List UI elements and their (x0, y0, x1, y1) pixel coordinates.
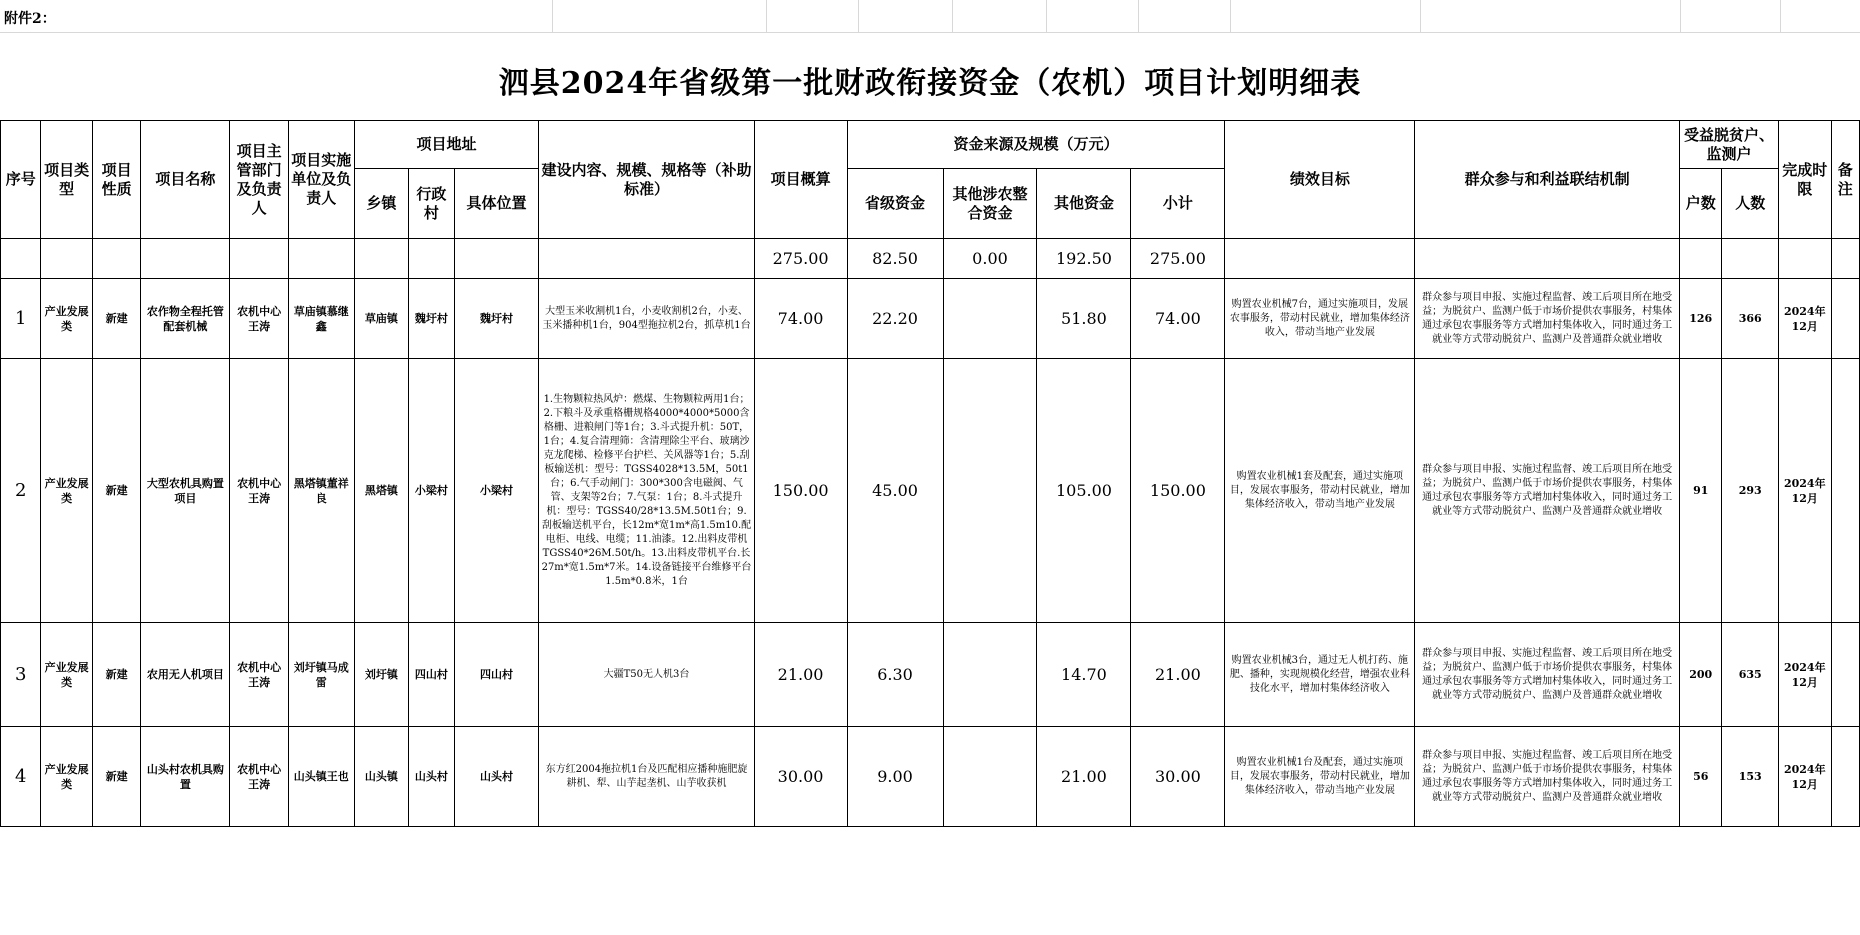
cell-subtotal: 21.00 (1131, 623, 1225, 727)
cell-impl: 山头镇王也 (288, 727, 354, 827)
cell-dept: 农机中心王涛 (230, 279, 289, 359)
cell-content: 大疆T50无人机3台 (539, 623, 754, 727)
cell-type: 产业发展类 (41, 727, 93, 827)
cell-remark (1831, 727, 1859, 827)
header-households: 户数 (1680, 169, 1722, 239)
cell-nature: 新建 (92, 359, 140, 623)
attachment-label: 附件2： (4, 11, 56, 27)
cell-town: 草庙镇 (354, 279, 409, 359)
header-persons: 人数 (1722, 169, 1779, 239)
grid-line (1230, 0, 1231, 32)
table-row (1, 279, 1860, 359)
grid-line (1780, 0, 1781, 32)
cell-goal: 购置农业机械7台，通过实施项目，发展农事服务，带动村民就业，增加集体经济收入，带动当地产业发展 (1225, 279, 1415, 359)
cell-provincial: 22.20 (847, 279, 943, 359)
cell-dept: 农机中心王涛 (230, 623, 289, 727)
cell-remark (1831, 359, 1859, 623)
header-subtotal: 小计 (1131, 169, 1225, 239)
cell-remark (1831, 623, 1859, 727)
cell-village: 小梁村 (409, 359, 454, 623)
cell-impl: 黑塔镇董祥良 (288, 359, 354, 623)
cell-other-agri (943, 359, 1037, 623)
header-mechanism: 群众参与和利益联结机制 (1415, 121, 1680, 239)
grid-line (0, 32, 1860, 33)
cell-mechanism: 群众参与项目申报、实施过程监督、竣工后项目所在地受益；为脱贫户、监测户低于市场价提供农事服务，村集体通过承包农事服务等方式增加村集体收入，同时通过务工就业等方式带动脱贫户、监测户及普通群众就业增收 (1415, 359, 1680, 623)
cell-provincial: 9.00 (847, 727, 943, 827)
cell-nature: 新建 (92, 727, 140, 827)
cell-seq: 4 (1, 727, 41, 827)
cell-other-agri (943, 623, 1037, 727)
cell-mechanism: 群众参与项目申报、实施过程监督、竣工后项目所在地受益；为脱贫户、监测户低于市场价提供农事服务，村集体通过承包农事服务等方式增加村集体收入，同时通过务工就业等方式带动脱贫户、监测户及普通群众就业增收 (1415, 623, 1680, 727)
page-title: 泗县2024年省级第一批财政衔接资金（农机）项目计划明细表 (498, 66, 1362, 101)
total-budget: 275.00 (754, 239, 847, 279)
cell-name: 农作物全程托管配套机械 (141, 279, 230, 359)
cell-town: 黑塔镇 (354, 359, 409, 623)
cell-seq: 2 (1, 359, 41, 623)
cell-persons: 635 (1722, 623, 1779, 727)
header-nature: 项目性质 (92, 121, 140, 239)
cell-town: 山头镇 (354, 727, 409, 827)
cell-name: 农用无人机项目 (141, 623, 230, 727)
cell-dept: 农机中心王涛 (230, 359, 289, 623)
total-other-agri: 0.00 (943, 239, 1037, 279)
cell-goal: 购置农业机械1套及配套，通过实施项目，发展农事服务，带动村民就业，增加集体经济收入，带动当地产业发展 (1225, 359, 1415, 623)
table-row (1, 727, 1860, 827)
cell-type: 产业发展类 (41, 359, 93, 623)
project-table (0, 120, 1860, 827)
cell-households: 56 (1680, 727, 1722, 827)
header-beneficiary: 受益脱贫户、监测户 (1680, 121, 1779, 169)
cell-nature: 新建 (92, 623, 140, 727)
total-provincial: 82.50 (847, 239, 943, 279)
cell-location: 魏圩村 (454, 279, 539, 359)
cell-name: 大型农机具购置项目 (141, 359, 230, 623)
cell-town: 刘圩镇 (354, 623, 409, 727)
grid-line (1420, 0, 1421, 32)
cell-type: 产业发展类 (41, 279, 93, 359)
total-subtotal: 275.00 (1131, 239, 1225, 279)
header-town: 乡镇 (354, 169, 409, 239)
cell-subtotal: 74.00 (1131, 279, 1225, 359)
grid-line (552, 0, 553, 32)
cell-mechanism: 群众参与项目申报、实施过程监督、竣工后项目所在地受益；为脱贫户、监测户低于市场价提供农事服务，村集体通过承包农事服务等方式增加村集体收入，同时通过务工就业等方式带动脱贫户、监测户及普通群众就业增收 (1415, 727, 1680, 827)
cell-content: 东方红2004拖拉机1台及匹配相应播种施肥旋耕机、犁、山芋起垄机、山芋收获机 (539, 727, 754, 827)
totals-row (1, 239, 1860, 279)
cell-other-agri (943, 279, 1037, 359)
cell-budget: 74.00 (754, 279, 847, 359)
header-name: 项目名称 (141, 121, 230, 239)
header-deadline: 完成时限 (1779, 121, 1832, 239)
cell-impl: 刘圩镇马成雷 (288, 623, 354, 727)
cell-type: 产业发展类 (41, 623, 93, 727)
header-goal: 绩效目标 (1225, 121, 1415, 239)
cell-location: 山头村 (454, 727, 539, 827)
cell-households: 200 (1680, 623, 1722, 727)
cell-other: 105.00 (1037, 359, 1131, 623)
total-other: 192.50 (1037, 239, 1131, 279)
header-village: 行政村 (409, 169, 454, 239)
header-seq: 序号 (1, 121, 41, 239)
table-row (1, 359, 1860, 623)
grid-line (1046, 0, 1047, 32)
cell-content: 1.生物颗粒热风炉：燃煤、生物颗粒两用1台；2.下粮斗及承重格栅规格4000*4000*5000含格栅、进粮闸门等1台；3.斗式提升机：50T，1台；4.复合清理筛：含清理除尘平台、玻璃沙克龙爬梯、检修平台护栏、关风器等1台；5.刮板输送机：型号：TGSS4028*13.5M，50t1台；6.气手动闸门：300*300含电磁阀、气管、支架等2台；7.气泵：1台；8.斗式提升机：型号：TGSS40/28*13.5M.50t1台；9.刮板输送机平台，长12m*宽1m*高1.5m10.配电柜、电线、电缆；11.油漆。12.出料皮带机TGSS40*26M.50t/h。13.出料皮带机平台.长27m*宽1.5m*7米。14.设备链接平台维修平台1.5m*0.8米，1台 (539, 359, 754, 623)
cell-seq: 1 (1, 279, 41, 359)
grid-line (1680, 0, 1681, 32)
cell-goal: 购置农业机械3台，通过无人机打药、施肥、播种，实现规模化经营，增强农业科技化水平，增加村集体经济收入 (1225, 623, 1415, 727)
cell-other: 14.70 (1037, 623, 1131, 727)
cell-subtotal: 150.00 (1131, 359, 1225, 623)
cell-goal: 购置农业机械1台及配套，通过实施项目，发展农事服务，带动村民就业，增加集体经济收入，带动当地产业发展 (1225, 727, 1415, 827)
cell-other: 51.80 (1037, 279, 1131, 359)
cell-persons: 153 (1722, 727, 1779, 827)
cell-provincial: 6.30 (847, 623, 943, 727)
cell-budget: 30.00 (754, 727, 847, 827)
header-other: 其他资金 (1037, 169, 1131, 239)
grid-line (766, 0, 767, 32)
cell-deadline: 2024年12月 (1779, 279, 1832, 359)
cell-budget: 21.00 (754, 623, 847, 727)
cell-village: 山头村 (409, 727, 454, 827)
header-address: 项目地址 (354, 121, 539, 169)
cell-impl: 草庙镇慕继鑫 (288, 279, 354, 359)
cell-village: 魏圩村 (409, 279, 454, 359)
cell-households: 91 (1680, 359, 1722, 623)
header-budget: 项目概算 (754, 121, 847, 239)
header-location: 具体位置 (454, 169, 539, 239)
cell-village: 四山村 (409, 623, 454, 727)
header-type: 项目类型 (41, 121, 93, 239)
cell-subtotal: 30.00 (1131, 727, 1225, 827)
cell-deadline: 2024年12月 (1779, 623, 1832, 727)
header-remark: 备注 (1831, 121, 1859, 239)
cell-persons: 366 (1722, 279, 1779, 359)
cell-budget: 150.00 (754, 359, 847, 623)
header-content: 建设内容、规模、规格等（补助标准） (539, 121, 754, 239)
cell-persons: 293 (1722, 359, 1779, 623)
header-provincial: 省级资金 (847, 169, 943, 239)
header-impl: 项目实施单位及负责人 (288, 121, 354, 239)
cell-content: 大型玉米收割机1台，小麦收割机2台，小麦、玉米播种机1台，904型拖拉机2台，抓草机1台 (539, 279, 754, 359)
grid-line (858, 0, 859, 32)
header-row (1, 121, 1860, 169)
cell-seq: 3 (1, 623, 41, 727)
cell-other: 21.00 (1037, 727, 1131, 827)
cell-remark (1831, 279, 1859, 359)
cell-provincial: 45.00 (847, 359, 943, 623)
cell-location: 小梁村 (454, 359, 539, 623)
cell-deadline: 2024年12月 (1779, 727, 1832, 827)
grid-line (952, 0, 953, 32)
cell-dept: 农机中心王涛 (230, 727, 289, 827)
cell-location: 四山村 (454, 623, 539, 727)
cell-other-agri (943, 727, 1037, 827)
cell-nature: 新建 (92, 279, 140, 359)
table-row (1, 623, 1860, 727)
cell-deadline: 2024年12月 (1779, 359, 1832, 623)
grid-line (1138, 0, 1139, 32)
cell-mechanism: 群众参与项目申报、实施过程监督、竣工后项目所在地受益；为脱贫户、监测户低于市场价提供农事服务，村集体通过承包农事服务等方式增加村集体收入，同时通过务工就业等方式带动脱贫户、监测户及普通群众就业增收 (1415, 279, 1680, 359)
cell-name: 山头村农机具购置 (141, 727, 230, 827)
cell-households: 126 (1680, 279, 1722, 359)
header-dept: 项目主管部门及负责人 (230, 121, 289, 239)
header-funds: 资金来源及规模（万元） (847, 121, 1225, 169)
header-other-agri: 其他涉农整合资金 (943, 169, 1037, 239)
